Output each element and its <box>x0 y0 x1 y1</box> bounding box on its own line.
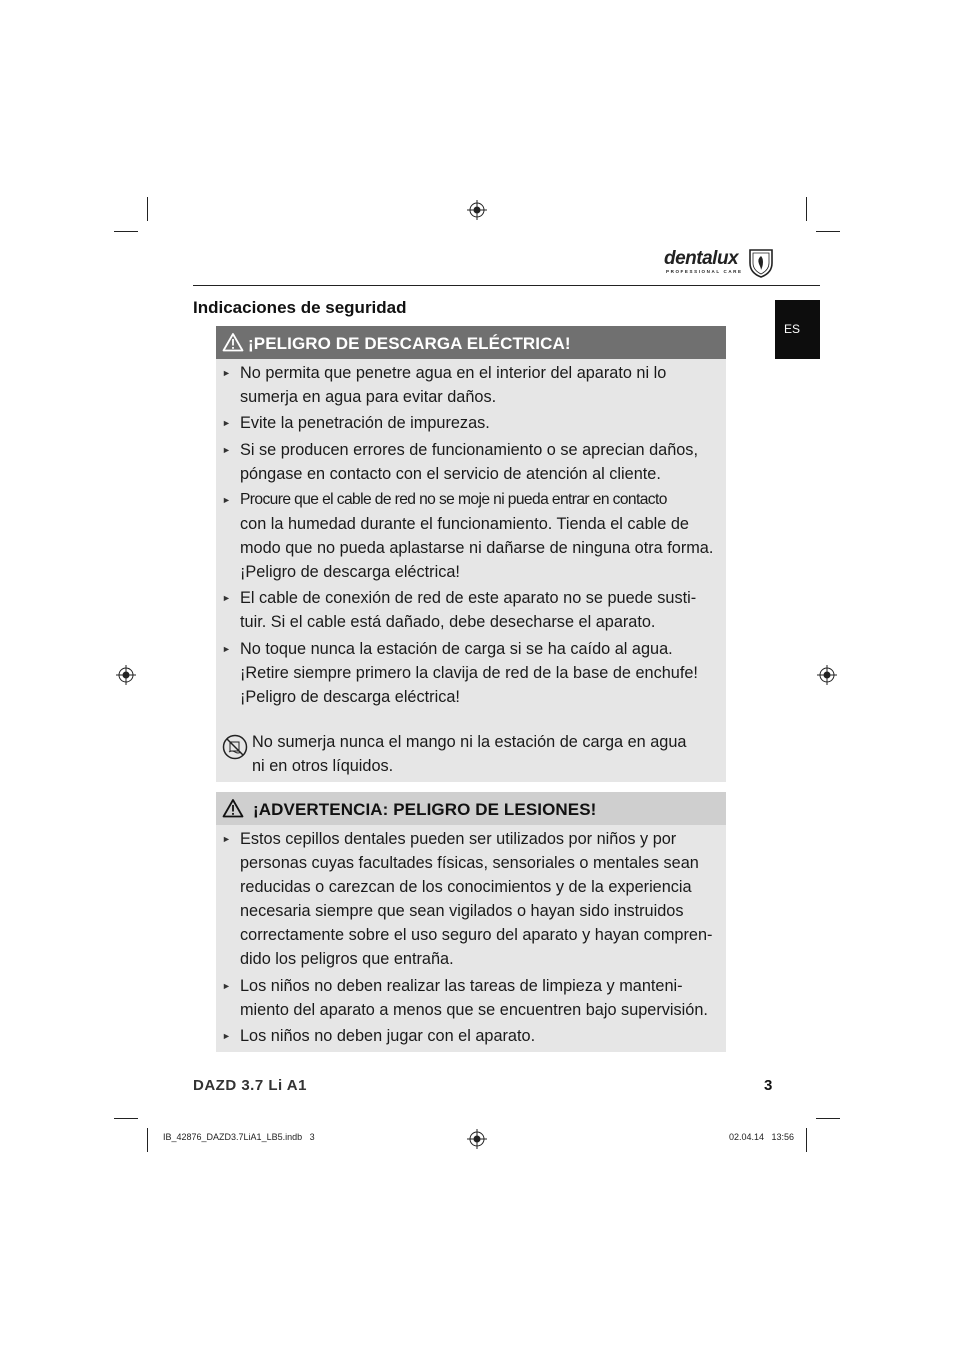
bullet-arrow-icon: ► <box>222 418 231 428</box>
print-slug-file: IB_42876_DAZD3.7LiA1_LB5.indb 3 <box>163 1132 315 1142</box>
registration-mark-icon <box>467 1129 487 1149</box>
warning-triangle-icon <box>222 332 244 352</box>
list-item: Estos cepillos dentales pueden ser utilizados por niños y por personas cuyas facultades físicas, sensoriales o mentales sean reducidas o carezcan de los conocimientos y de la experiencia necesaria siempre que sean vigilados o hayan sido instruidos correctamente sobre el uso seguro del aparato y hayan compren- dido los peligros que entraña. <box>240 830 713 968</box>
list-item: Procure que el cable de red no se moje ni pueda entrar en contacto con la humedad durante el funcionamiento. Tienda el cable de modo que no pueda aplastarse ni dañarse de ninguna otra forma. ¡Peligro de descarga eléctrica! <box>240 491 714 581</box>
registration-mark-icon <box>116 665 136 685</box>
bullet-arrow-icon: ► <box>222 593 231 603</box>
bullet-arrow-icon: ► <box>222 495 231 505</box>
language-code: ES <box>784 322 801 336</box>
header-divider <box>193 285 820 286</box>
bullet-arrow-icon: ► <box>222 644 231 654</box>
print-slug-date: 02.04.14 13:56 <box>729 1132 795 1142</box>
warning-triangle-icon <box>222 798 244 818</box>
shield-icon <box>748 247 774 279</box>
bullet-arrow-icon: ► <box>222 834 231 844</box>
bullet-arrow-icon: ► <box>222 981 231 991</box>
model-number: DAZD 3.7 Li A1 <box>193 1077 307 1094</box>
crop-mark <box>816 231 840 232</box>
brand-logo <box>664 247 776 281</box>
crop-mark <box>806 197 807 221</box>
immersion-note: No sumerja nunca el mango ni la estación de carga en agua ni en otros líquidos. <box>252 733 687 775</box>
warning-heading-bar <box>216 326 726 359</box>
page-number: 3 <box>764 1077 773 1094</box>
electric-shock-warning-box <box>216 326 726 782</box>
brand-tagline: PROFESSIONAL CARE <box>666 269 743 274</box>
brand-name: dentalux <box>664 248 739 269</box>
crop-mark <box>114 1118 138 1119</box>
warning-heading-bar <box>216 792 726 825</box>
crop-mark <box>147 197 148 221</box>
registration-mark-icon <box>467 200 487 220</box>
no-immersion-icon <box>222 734 248 760</box>
list-item: El cable de conexión de red de este aparato no se puede susti- tuir. Si el cable está dañado, debe desecharse el aparato. <box>240 589 697 631</box>
warning-heading: ¡ADVERTENCIA: PELIGRO DE LESIONES! <box>253 800 597 819</box>
registration-mark-icon <box>817 665 837 685</box>
section-title: Indicaciones de seguridad <box>193 298 407 317</box>
crop-mark <box>816 1118 840 1119</box>
crop-mark <box>114 231 138 232</box>
list-item: Si se producen errores de funcionamiento o se aprecian daños, póngase en contacto con el servicio de atención al cliente. <box>240 441 698 483</box>
language-tab <box>775 300 820 359</box>
list-item: Los niños no deben realizar las tareas de limpieza y manteni- miento del aparato a menos que se encuentren bajo supervisión. <box>240 977 708 1019</box>
crop-mark <box>147 1128 148 1152</box>
bullet-arrow-icon: ► <box>222 368 231 378</box>
list-item: No toque nunca la estación de carga si se ha caído al agua. ¡Retire siempre primero la clavija de red de la base de enchufe! ¡Peligro de descarga eléctrica! <box>240 640 698 706</box>
list-item: Los niños no deben jugar con el aparato. <box>240 1027 536 1045</box>
list-item: Evite la penetración de impurezas. <box>240 414 490 432</box>
warning-heading: ¡PELIGRO DE DESCARGA ELÉCTRICA! <box>248 334 571 353</box>
injury-warning-box <box>216 792 726 1052</box>
bullet-arrow-icon: ► <box>222 445 231 455</box>
crop-mark <box>806 1128 807 1152</box>
bullet-arrow-icon: ► <box>222 1031 231 1041</box>
list-item: No permita que penetre agua en el interior del aparato ni lo sumerja en agua para evitar daños. <box>240 364 667 406</box>
